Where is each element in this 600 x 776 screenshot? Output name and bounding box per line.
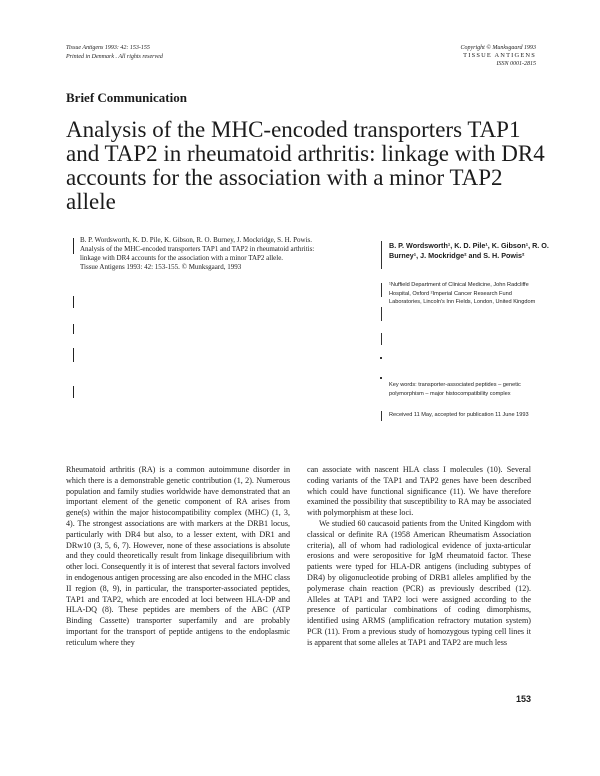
received-dates: Received 11 May, accepted for publication 11 June 1993 [389, 412, 529, 418]
printed-notice: Printed in Denmark . All rights reserved [66, 54, 163, 60]
issn-line: ISSN 0001-2815 [496, 61, 536, 67]
paper-title: Analysis of the MHC-encoded transporters TAP1 and TAP2 in rheumatoid arthritis: linkage with DR4 accounts for the association with a minor TAP2 allele [66, 117, 545, 214]
affiliations: ¹Nuffield Department of Clinical Medicine, John Radcliffe Hospital, Oxford ²Imperial Cancer Research Fund Laboratories, Lincoln's Inn Fields, London, United Kingdom [389, 282, 536, 306]
body-column-right [307, 465, 531, 649]
body-column-left [66, 465, 290, 649]
journal-citation: Tissue Antigens 1993: 42: 153-155 [66, 45, 150, 51]
running-header-right [448, 44, 536, 68]
section-label: Brief Communication [66, 90, 187, 105]
page-number: 153 [516, 694, 532, 704]
copyright-line: Copyright © Munksgaard 1993 [460, 45, 536, 51]
abstract [80, 236, 330, 272]
abstract-text: B. P. Wordsworth, K. D. Pile, K. Gibson, R. O. Burney, J. Mockridge, S. H. Powis. Analysis of the MHC-encoded transporters TAP1 and TAP2 in rheumatoid arthritis: linkage with DR4 accounts for the association with a minor TAP2 allele. [80, 236, 315, 262]
abstract-citation: Tissue Antigens 1993: 42: 153-155. © Munksgaard, 1993 [80, 263, 242, 272]
keywords: Key words: transporter-associated peptides – genetic polymorphism – major histocompatibility complex [389, 382, 521, 397]
running-header-left [66, 44, 163, 62]
author-list: B. P. Wordsworth¹, K. D. Pile¹, K. Gibson¹, R. O. Burney¹, J. Mockridge² and S. H. Powis² [389, 241, 549, 260]
body-paragraph: can associate with nascent HLA class I molecules (10). Several coding variants of the TAP1 and TAP2 genes have been described which could have functional significance (11). We have therefore examined the possibility that susceptibility to RA may be associated with polymorphism at these loci. [307, 465, 531, 518]
body-paragraph: We studied 60 caucasoid patients from the United Kingdom with classical or definite RA (1958 American Rheumatism Association criteria), all of whom had radiological evidence of juxta-articular erosions and were seropositive for IgM rheumatoid factor. These patients were typed for HLA-DR antigens (including subtypes of DR4) by oligonucleotide probing of DRB1 alleles amplified by the polymerase chain reaction (PCR) as previously described (12). Alleles at TAP1 and TAP2 loci were assigned according to the presence of particular combinations of coding dimorphisms, identified using ARMS (amplification refractory mutation system) PCR (11). From a previous study of homozygous typing cell lines it is apparent that some alleles at TAP1 and TAP2 are much less [307, 518, 531, 647]
journal-name: TISSUE ANTIGENS [463, 52, 536, 59]
body-paragraph: Rheumatoid arthritis (RA) is a common autoimmune disorder in which there is a demonstrable genetic contribution (1, 2). Numerous population and family studies worldwide have demonstrated that an important element of the genetic component of RA arises from gene(s) within the major histocompatibility complex (MHC) (1, 3, 4). The strongest associations are with markers at the DRB1 locus, particularly with DR4 but also, to a lesser extent, with DR1 and DRw10 (3, 5, 6, 7). However, none of these associations is absolute and they could theoretically result from linkage disequilibrium with other loci. Consequently it is of interest that several factors involved in endogenous antigen processing are also encoded in the MHC class II region (8, 9), in particular, the transporter-associated peptides, TAP1 and TAP2, which are encoded at loci between HLA-DP and HLA-DQ (8). These peptides are members of the ABC (ATP Binding Cassette) transporter superfamily and are probably important for the transport of peptide antigens to the endoplasmic reticulum where they [66, 465, 290, 647]
